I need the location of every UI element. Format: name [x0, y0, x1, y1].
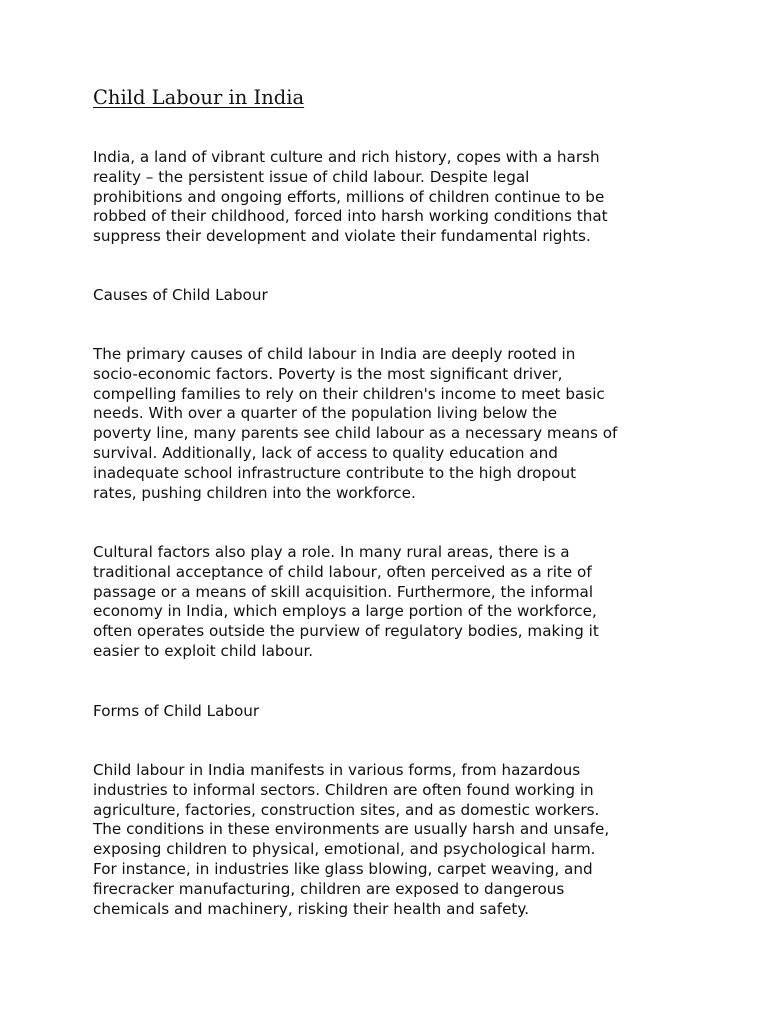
paragraph-line: needs. With over a quarter of the population living below the	[93, 404, 558, 423]
paragraph-line: inadequate school infrastructure contribute to the high dropout	[93, 463, 577, 482]
paragraph-line: often operates outside the purview of regulatory bodies, making it	[93, 622, 599, 641]
paragraph-line: Child labour in India manifests in various forms, from hazardous	[93, 761, 581, 779]
paragraph-line: firecracker manufacturing, children are exposed to dangerous	[93, 879, 565, 898]
paragraph-line: rates, pushing children into the workforce.	[93, 483, 416, 502]
paragraph-line: For instance, in industries like glass blowing, carpet weaving, and	[93, 859, 593, 878]
paragraph-line: prohibitions and ongoing efforts, millions of children continue to be	[93, 187, 605, 206]
paragraph-line: robbed of their childhood, forced into harsh working conditions that	[93, 207, 608, 226]
paragraph-line: compelling families to rely on their children's income to meet basic	[93, 384, 605, 403]
paragraph-line: traditional acceptance of child labour, often perceived as a rite of	[93, 562, 592, 581]
paragraph-line: industries to informal sectors. Children are often found working in	[93, 780, 594, 799]
paragraph-line: easier to exploit child labour.	[93, 641, 314, 660]
paragraph-line: passage or a means of skill acquisition. Furthermore, the informal	[93, 582, 594, 601]
forms-paragraph	[93, 761, 693, 919]
paragraph-line: exposing children to physical, emotional, and psychological harm.	[93, 840, 596, 859]
paragraph-line: agriculture, factories, construction sites, and as domestic workers.	[93, 800, 600, 819]
causes-paragraph	[93, 345, 693, 503]
section-heading-causes: Causes of Child Labour	[93, 286, 268, 304]
paragraph-line: India, a land of vibrant culture and rich history, copes with a harsh	[93, 148, 600, 166]
paragraph-line: Cultural factors also play a role. In many rural areas, there is a	[93, 543, 570, 561]
paragraph-line: survival. Additionally, lack of access to quality education and	[93, 443, 558, 462]
cultural-factors-paragraph	[93, 543, 693, 662]
paragraph-line: economy in India, which employs a large portion of the workforce,	[93, 602, 597, 621]
paragraph-line: The primary causes of child labour in India are deeply rooted in	[93, 345, 576, 363]
intro-paragraph	[93, 148, 693, 247]
document-title: Child Labour in India	[93, 86, 305, 109]
paragraph-line: socio-economic factors. Poverty is the most significant driver,	[93, 364, 563, 383]
section-heading-forms: Forms of Child Labour	[93, 702, 260, 720]
paragraph-line: poverty line, many parents see child labour as a necessary means of	[93, 424, 618, 443]
paragraph-line: reality – the persistent issue of child labour. Despite legal	[93, 167, 530, 186]
paragraph-line: The conditions in these environments are usually harsh and unsafe,	[93, 820, 610, 839]
paragraph-line: chemicals and machinery, risking their health and safety.	[93, 899, 530, 918]
paragraph-line: suppress their development and violate their fundamental rights.	[93, 227, 591, 246]
